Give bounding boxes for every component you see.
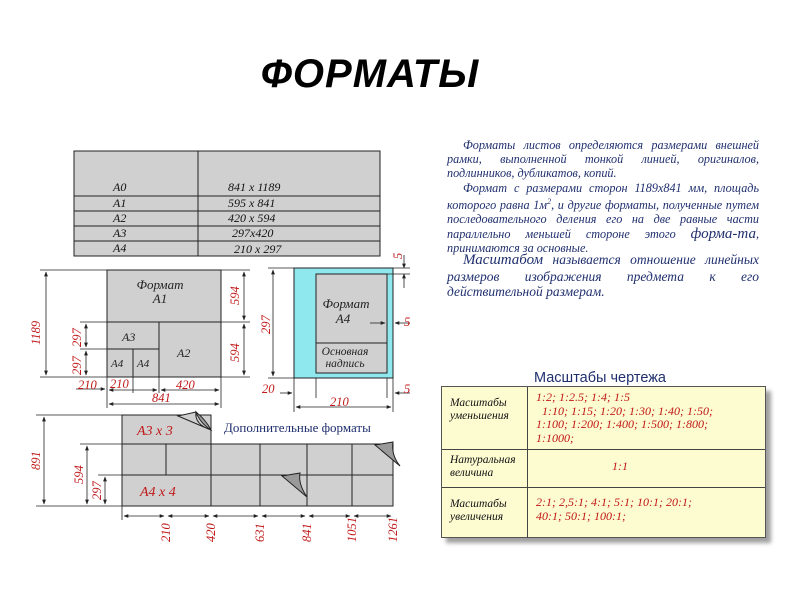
dim-210-left: 210 xyxy=(78,378,97,392)
paragraph-2-part-c: , принимаются за основные. xyxy=(447,226,759,255)
scales-title: Масштабы чертежа xyxy=(534,370,666,386)
text-formats-definition xyxy=(447,138,759,181)
additional-dim-297: 297 xyxy=(90,481,104,500)
format-size-a3: 297x420 xyxy=(232,226,274,240)
sheet-dim-5-top: 5 xyxy=(391,252,405,259)
format-name-a4: А4 xyxy=(113,241,127,255)
scales-values-enlargement: 2:1; 2,5:1; 4:1; 5:1; 10:1; 20:1; 40:1; 50:1; 100:1; xyxy=(536,495,692,523)
paragraph-2-big: форма-та xyxy=(690,225,756,242)
format-a3-label: А3 xyxy=(122,330,136,344)
stamp-line-2: надпись xyxy=(325,358,365,370)
additional-dim-631: 631 xyxy=(253,523,267,542)
scales-label-enlargement: Масштабы увеличения xyxy=(442,488,528,538)
text-basic-formats xyxy=(447,181,759,255)
format-a1-name: А1 xyxy=(152,291,168,306)
paragraph-3 xyxy=(447,252,759,300)
paragraph-3-lead: Масштабом xyxy=(463,252,544,268)
format-size-a1: 595 x 841 xyxy=(228,196,276,210)
format-a1-label: Формат xyxy=(136,277,184,292)
dim-1189: 1189 xyxy=(29,320,43,345)
format-name-a0: А0 xyxy=(113,180,127,194)
additional-formats-diagram xyxy=(29,412,400,542)
scales-row-reduction xyxy=(442,387,765,449)
dim-297-lower: 297 xyxy=(70,356,84,375)
scales-row-enlargement xyxy=(442,487,765,538)
scales-values-natural: 1:1 xyxy=(612,459,628,473)
page-title: ФОРМАТЫ xyxy=(260,52,480,96)
additional-dim-841: 841 xyxy=(300,523,314,542)
a4-sheet-diagram xyxy=(259,253,410,412)
formats-table xyxy=(74,151,380,256)
paragraph-2-sup: 2 xyxy=(547,197,552,207)
format-a4-label-1: А4 xyxy=(111,358,124,370)
paragraph-3-rest: называется отношение линейных размеров изображения предмета к его действительной размерам. xyxy=(447,252,759,299)
format-a2-label: А2 xyxy=(177,346,191,360)
dim-297-upper: 297 xyxy=(70,328,84,347)
additional-dim-1261: 1261 xyxy=(386,517,400,542)
dim-210-mid: 210 xyxy=(110,377,129,391)
stamp-line-1: Основная xyxy=(321,346,369,358)
dim-594-lower: 594 xyxy=(228,343,242,362)
scales-table xyxy=(441,386,766,538)
sheet-format-label: Формат xyxy=(322,296,370,311)
sheet-dim-297: 297 xyxy=(259,315,273,334)
scales-label-natural: Натуральная величина xyxy=(442,450,528,488)
dim-594-upper: 594 xyxy=(228,286,242,305)
sheet-dim-5-bottom: 5 xyxy=(404,382,411,396)
paragraph-1: Форматы листов определяются размерами внешней рамки, выполненной тонкой линией, оригиналов, подлинников, дубликатов, копий. xyxy=(447,138,759,181)
sheet-dim-5-right: 5 xyxy=(404,315,411,329)
format-size-a0: 841 x 1189 xyxy=(228,180,281,194)
additional-dim-210: 210 xyxy=(159,523,173,542)
additional-a3x3-label: А3 х 3 xyxy=(137,424,173,439)
additional-dim-594: 594 xyxy=(72,465,86,484)
additional-dim-1051: 1051 xyxy=(345,517,359,542)
additional-dim-891: 891 xyxy=(29,451,43,470)
paragraph-2 xyxy=(447,181,759,255)
a1-subdivision-diagram xyxy=(29,270,250,408)
scales-row-natural xyxy=(442,449,765,488)
scales-label-reduction: Масштабы уменьшения xyxy=(442,387,528,449)
text-scale-definition xyxy=(447,252,759,300)
sheet-dim-20: 20 xyxy=(262,382,275,396)
dim-841: 841 xyxy=(152,391,171,405)
dim-420: 420 xyxy=(176,378,195,392)
sheet-dim-210: 210 xyxy=(330,395,349,409)
additional-dim-420: 420 xyxy=(204,523,218,542)
format-size-a4: 210 x 297 xyxy=(234,242,282,256)
additional-a4x4-label: А4 х 4 xyxy=(140,485,176,500)
format-name-a2: А2 xyxy=(113,211,127,225)
format-name-a3: А3 xyxy=(113,226,127,240)
format-a4-label-2: А4 xyxy=(137,358,150,370)
paragraph-2-part-a: Формат с размерами сторон 1189x841 мм, площадь которого равна 1м xyxy=(447,181,759,213)
format-name-a1: А1 xyxy=(113,196,127,210)
paragraph-2-part-b: , и другие форматы, полученные путем последовательного деления его на две равные части параллельно меньшей стороне этого xyxy=(447,198,759,241)
sheet-format-name: А4 xyxy=(335,311,351,326)
additional-formats-title: Дополнительные форматы xyxy=(224,420,371,435)
scales-values-reduction: 1:2; 1:2.5; 1:4; 1:5 1:10; 1:15; 1:20; 1:30; 1:40; 1:50; 1:100; 1:200; 1:400; 1:500; 1:800; 1:1000; xyxy=(536,390,713,445)
format-size-a2: 420 x 594 xyxy=(228,211,276,225)
